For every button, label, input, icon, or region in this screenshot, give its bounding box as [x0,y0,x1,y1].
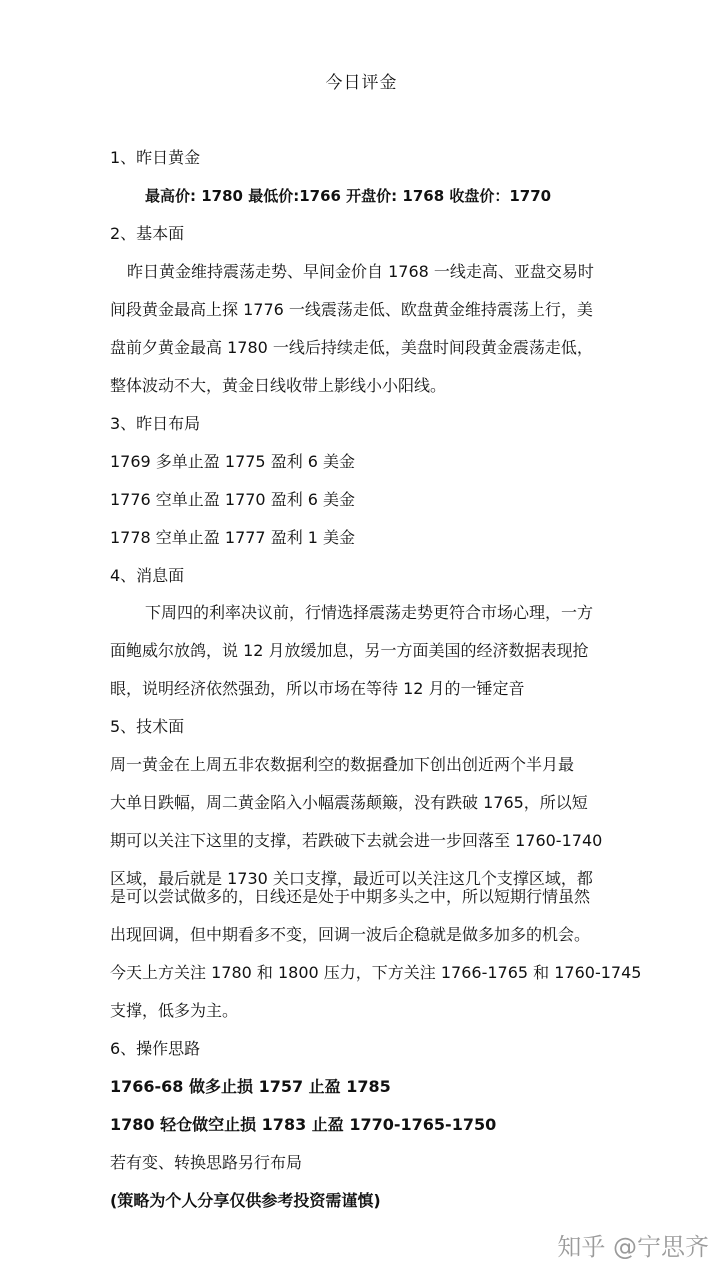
news-line: 眼，说明经济依然强劲，所以市场在等待 12 月的一锤定音 [110,679,525,698]
fundamentals-line: 昨日黄金维持震荡走势、早间金价自 1768 一线走高、亚盘交易时 [127,262,594,281]
plan-note: 若有变、转换思路另行布局 [110,1153,303,1172]
technical-line: 大单日跌幅，周二黄金陷入小幅震荡颠簸，没有跌破 1765，所以短 [110,793,588,812]
fundamentals-line: 整体波动不大，黄金日线收带上影线小小阳线。 [110,376,447,395]
trade-line: 1769 多单止盈 1775 盈利 6 美金 [110,452,356,471]
plan-line: 1766-68 做多止损 1757 止盈 1785 [110,1077,391,1096]
section-5-heading: 5、技术面 [110,717,185,736]
technical-line: 是可以尝试做多的，日线还是处于中期多头之中，所以短期行情虽然 [110,887,591,906]
section-2-heading: 2、基本面 [110,224,185,243]
trade-line: 1778 空单止盈 1777 盈利 1 美金 [110,528,356,547]
plan-line: 1780 轻仓做空止损 1783 止盈 1770-1765-1750 [110,1115,497,1134]
watermark: 知乎 @宁思齐 [557,1233,709,1261]
news-line: 下周四的利率决议前，行情选择震荡走势更符合市场心理，一方 [145,603,594,622]
fundamentals-line: 盘前夕黄金最高 1780 一线后持续走低，美盘时间段黄金震荡走低， [110,338,593,357]
section-6-heading: 6、操作思路 [110,1039,201,1058]
section-1-heading: 1、昨日黄金 [110,148,201,167]
technical-line: 出现回调，但中期看多不变，回调一波后企稳就是做多加多的机会。 [110,925,591,944]
section-4-heading: 4、消息面 [110,566,185,585]
page-title: 今日评金 [325,73,398,93]
technical-line: 区域，最后就是 1730 关口支撑，最近可以关注这几个支撑区域，都 [110,869,593,888]
disclaimer: (策略为个人分享仅供参考投资需谨慎) [110,1191,381,1210]
technical-line: 今天上方关注 1780 和 1800 压力，下方关注 1766-1765 和 1760-1745 [110,963,642,982]
section-3-heading: 3、昨日布局 [110,414,201,433]
news-line: 面鲍威尔放鸽，说 12 月放缓加息，另一方面美国的经济数据表现抢 [110,641,589,660]
technical-line: 支撑，低多为主。 [110,1001,239,1020]
trade-line: 1776 空单止盈 1770 盈利 6 美金 [110,490,356,509]
price-summary: 最高价: 1780 最低价:1766 开盘价: 1768 收盘价：1770 [145,187,552,205]
fundamentals-line: 间段黄金最高上探 1776 一线震荡走低、欧盘黄金维持震荡上行，美 [110,300,593,319]
technical-line: 期可以关注下这里的支撑，若跌破下去就会进一步回落至 1760-1740 [110,831,603,850]
technical-line: 周一黄金在上周五非农数据利空的数据叠加下创出创近两个半月最 [110,755,575,774]
